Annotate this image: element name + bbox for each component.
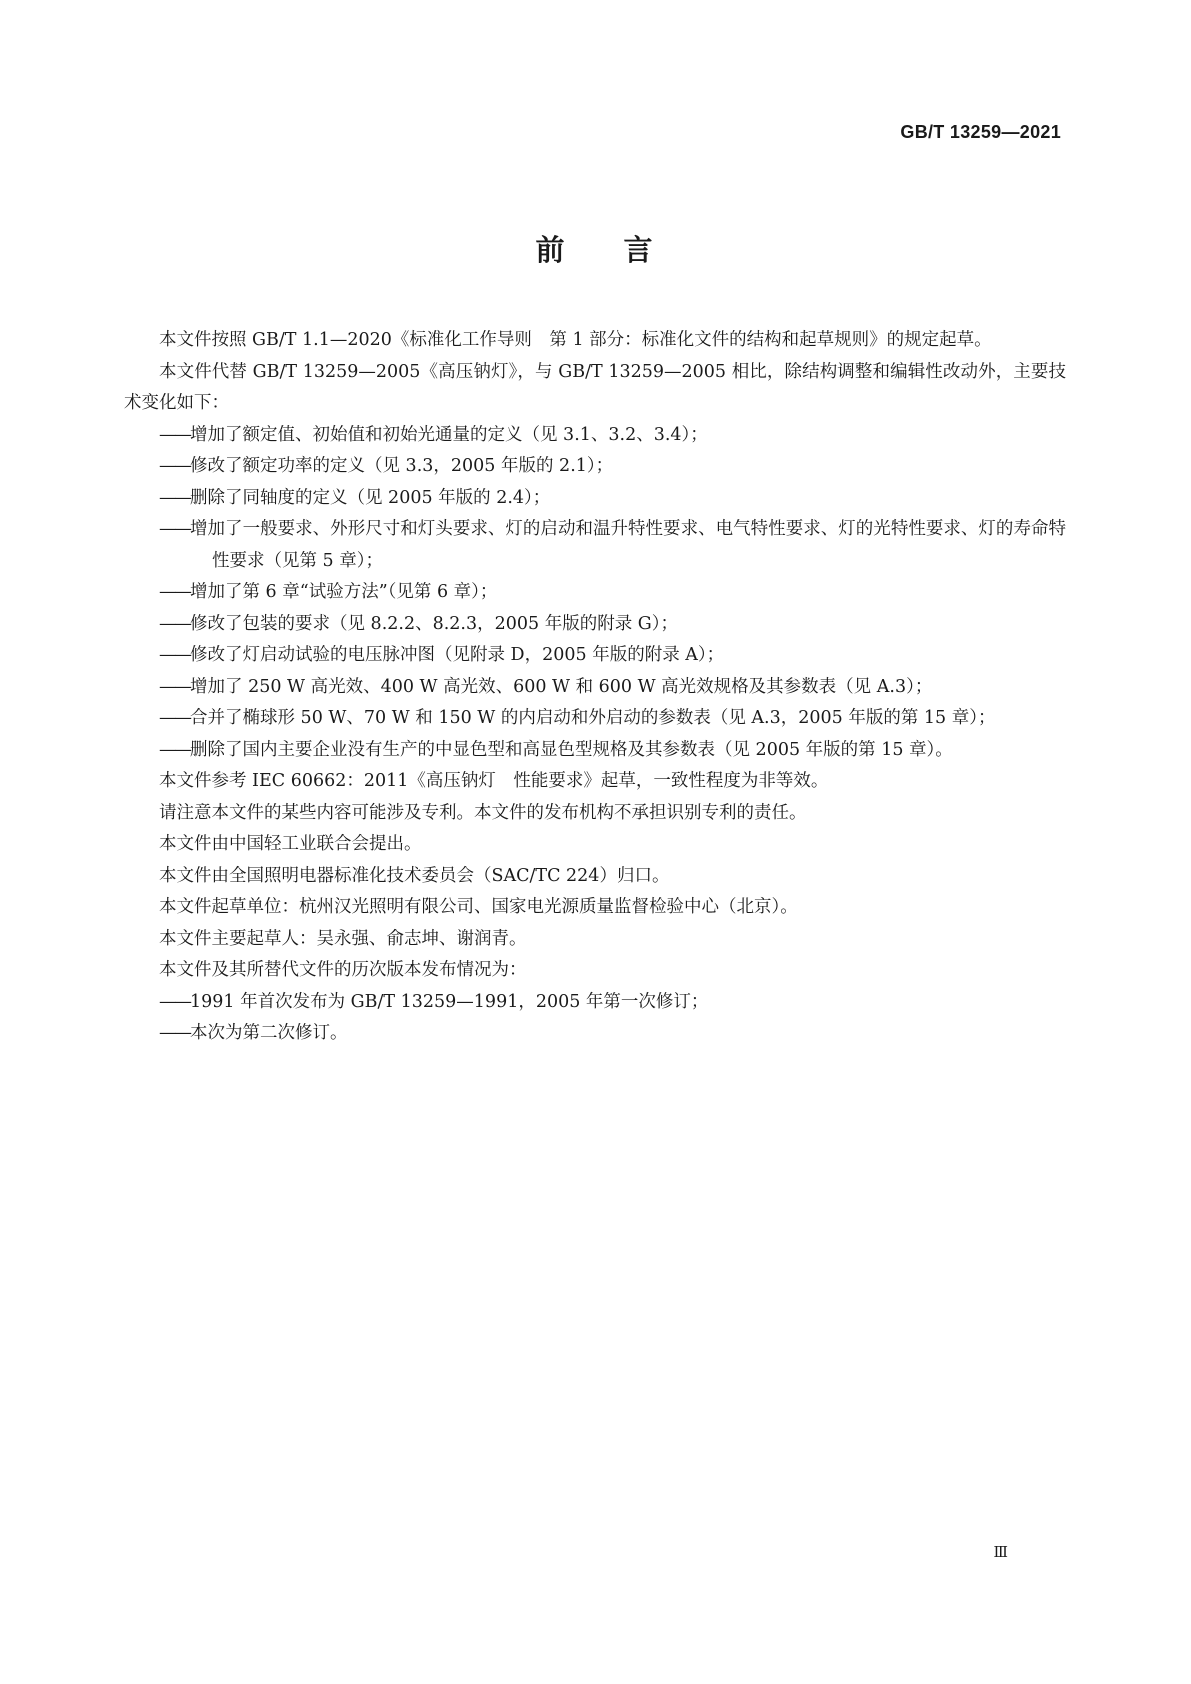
dash-marker: ——	[159, 424, 190, 445]
paragraph: 本文件起草单位：杭州汉光照明有限公司、国家电光源质量监督检验中心（北京）。	[159, 897, 798, 917]
paragraph: 本文件代替 GB/T 13259—2005《高压钠灯》，与 GB/T 13259—2005 相比，除结构调整和编辑性改动外，主要技术变化如下：	[124, 361, 1066, 413]
dash-marker: ——	[159, 991, 190, 1012]
foreword-body	[124, 325, 1066, 1050]
list-item	[124, 420, 1066, 452]
list-item-text: 合并了椭球形 50 W、70 W 和 150 W 的内启动和外启动的参数表（见 A.3，2005 年版的第 15 章）；	[190, 708, 996, 728]
title-char-2: 言	[623, 233, 656, 267]
paragraph: 请注意本文件的某些内容可能涉及专利。本文件的发布机构不承担识别专利的责任。	[159, 802, 807, 823]
list-item-text: 删除了国内主要企业没有生产的中显色型和高显色型规格及其参数表（见 2005 年版的第 15 章）。	[190, 739, 953, 760]
list-item	[124, 1018, 1066, 1050]
list-item-text: 修改了灯启动试验的电压脉冲图（见附录 D，2005 年版的附录 A）；	[190, 645, 725, 665]
dash-marker: ——	[159, 739, 190, 760]
list-item-text: 修改了额定功率的定义（见 3.3，2005 年版的 2.1）；	[190, 456, 614, 476]
list-item-text: 增加了第 6 章“试验方法”（见第 6 章）；	[190, 582, 498, 602]
paragraph: 本文件由中国轻工业联合会提出。	[159, 834, 422, 854]
list-item	[124, 735, 1066, 767]
list-item	[124, 514, 1066, 577]
list-item	[124, 483, 1066, 515]
dash-marker: ——	[159, 1023, 190, 1043]
list-item	[124, 672, 1066, 704]
list-item-text: 增加了一般要求、外形尺寸和灯头要求、灯的启动和温升特性要求、电气特性要求、灯的光特性要求、灯的寿命特性要求（见第 5 章）；	[190, 519, 1066, 571]
dash-marker: ——	[159, 708, 190, 728]
page-number: Ⅲ	[993, 1543, 1008, 1561]
paragraph: 本文件及其所替代文件的历次版本发布情况为：	[159, 960, 527, 980]
list-item-text: 1991 年首次发布为 GB/T 13259—1991，2005 年第一次修订；	[190, 991, 709, 1012]
list-item-text: 增加了额定值、初始值和初始光通量的定义（见 3.1、3.2、3.4）；	[190, 424, 708, 445]
paragraph: 本文件主要起草人：吴永强、俞志坤、谢润青。	[159, 928, 527, 949]
dash-marker: ——	[159, 613, 190, 634]
dash-marker: ——	[159, 645, 190, 665]
dash-marker: ——	[159, 519, 190, 539]
paragraph: 本文件按照 GB/T 1.1—2020《标准化工作导则 第 1 部分：标准化文件的结构和起草规则》的规定起草。	[159, 330, 992, 350]
list-item-text: 本次为第二次修订。	[190, 1023, 348, 1043]
dash-marker: ——	[159, 487, 190, 508]
paragraph: 本文件由全国照明电器标准化技术委员会（SAC/TC 224）归口。	[159, 865, 670, 886]
list-item-text: 修改了包装的要求（见 8.2.2、8.2.3，2005 年版的附录 G）；	[190, 613, 679, 634]
list-item	[124, 987, 1066, 1019]
list-item	[124, 451, 1066, 483]
page-title	[0, 228, 1191, 269]
dash-marker: ——	[159, 676, 190, 697]
list-item	[124, 609, 1066, 641]
dash-marker: ——	[159, 582, 190, 602]
paragraph: 本文件参考 IEC 60662：2011《高压钠灯 性能要求》起草，一致性程度为非等效。	[159, 771, 829, 791]
list-item	[124, 703, 1066, 735]
list-item	[124, 640, 1066, 672]
standard-number: GB/T 13259—2021	[900, 122, 1061, 142]
list-item	[124, 577, 1066, 609]
list-item-text: 增加了 250 W 高光效、400 W 高光效、600 W 和 600 W 高光效规格及其参数表（见 A.3）；	[190, 676, 933, 697]
list-item-text: 删除了同轴度的定义（见 2005 年版的 2.4）；	[190, 487, 551, 508]
title-char-1: 前	[535, 233, 568, 267]
dash-marker: ——	[159, 456, 190, 476]
